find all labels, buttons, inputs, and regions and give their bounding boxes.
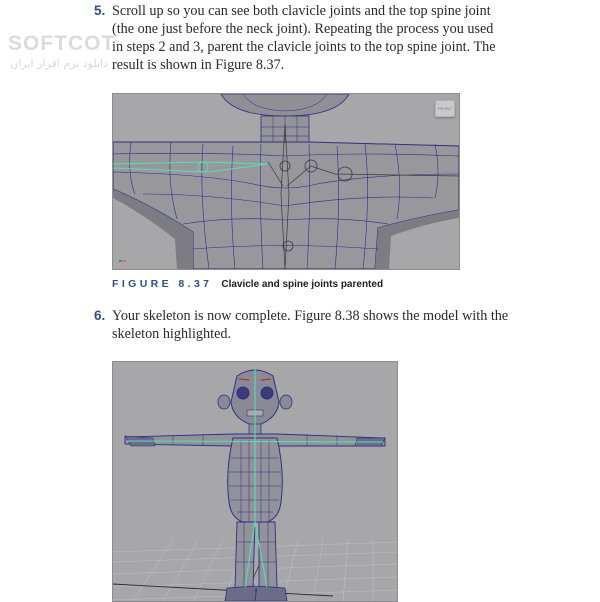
step-5 — [94, 2, 514, 74]
step-number: 6. — [94, 308, 106, 323]
step-text — [112, 2, 514, 74]
wireframe-torso-illustration — [113, 94, 459, 269]
step-line: skeleton highlighted. — [112, 326, 232, 342]
figure-label: FIGURE 8.37 — [112, 278, 213, 290]
step-line: result is shown in Figure 8.37. — [112, 57, 285, 73]
watermark-subtitle: دانلود نرم افزار ایران — [10, 57, 108, 70]
view-cube-icon: FRONT — [435, 100, 455, 117]
figure-caption — [112, 278, 383, 290]
axis-indicator-icon — [118, 253, 128, 263]
step-line: (the one just before the neck joint). Repeating the process you used — [112, 21, 494, 37]
figure-title: Clavicle and spine joints parented — [221, 279, 384, 290]
wireframe-character-illustration — [113, 362, 397, 601]
step-number: 5. — [94, 3, 106, 18]
step-6 — [94, 307, 514, 343]
step-text — [112, 307, 514, 343]
step-line: in steps 2 and 3, parent the clavicle joints to the top spine joint. The — [112, 39, 496, 55]
figure-8-38-image — [112, 361, 398, 602]
step-line: Your skeleton is now complete. Figure 8.38 shows the model with the — [112, 308, 509, 324]
watermark-brand: SOFTCOT — [8, 32, 116, 55]
step-line: Scroll up so you can see both clavicle joints and the top spine joint — [112, 3, 491, 19]
figure-8-37-image — [112, 93, 460, 270]
